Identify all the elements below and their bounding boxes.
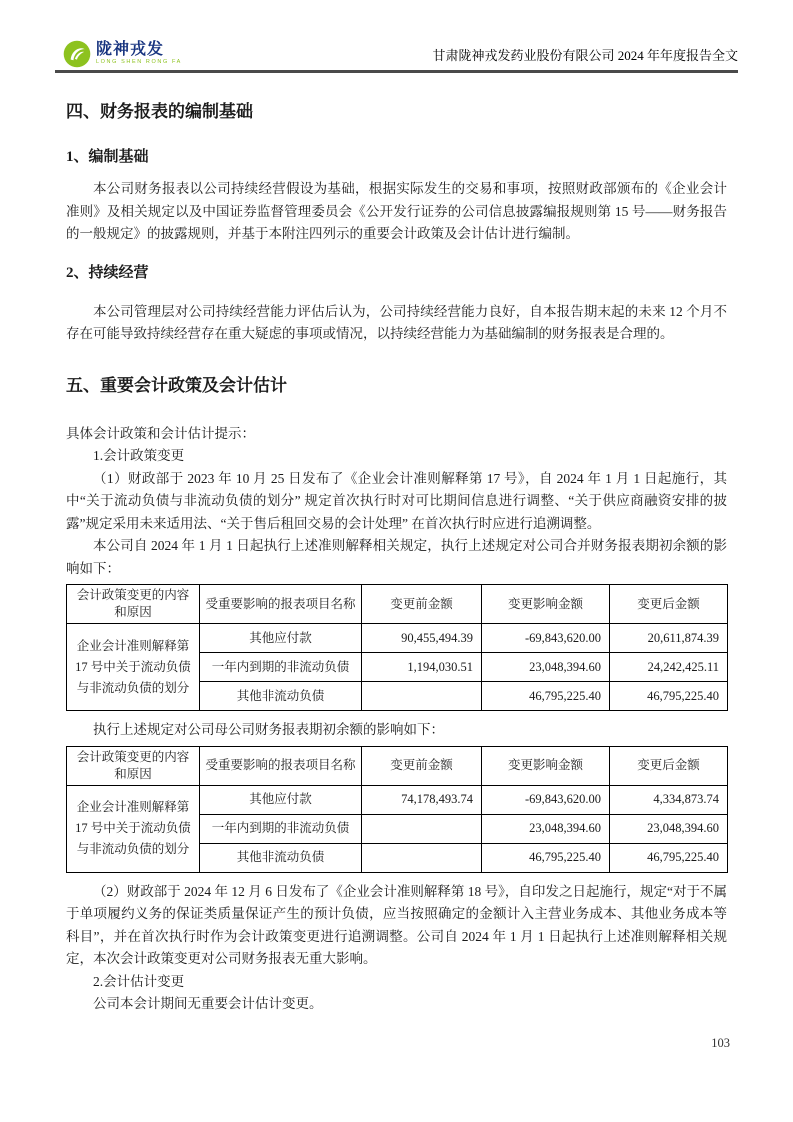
subsection-going-concern-heading: 2、持续经营 bbox=[66, 264, 149, 281]
after-amount-cell: 46,795,225.40 bbox=[610, 843, 728, 872]
section-5-heading: 五、重要会计政策及会计估计 bbox=[66, 375, 287, 395]
before-amount-cell bbox=[362, 682, 482, 711]
company-logo bbox=[63, 40, 182, 70]
policy-change-paragraph-3: （2）财政部于 2024 年 12 月 6 日发布了《企业会计准则解释第 18 号》，自印发之日起施行，规定“对于不属于单项履约义务的保证类质量保证产生的预计负债，应当按照确定的金额计入主营业务成本、其他业务成本等科目”，并在首次执行时作为会计政策变更进行追溯调整。公司自 2024 年 1 月 1 日起执行上述准则解释相关规定，本次会计政策变更对公司财务报表无重大影响。 bbox=[66, 883, 727, 966]
logo-company-name: 陇神戎发 bbox=[96, 41, 165, 59]
column-header-before: 变更前金额 bbox=[362, 746, 482, 785]
item-cell: 其他非流动负债 bbox=[200, 682, 362, 711]
item-cell: 一年内到期的非流动负债 bbox=[200, 814, 362, 843]
before-amount-cell: 74,178,493.74 bbox=[362, 785, 482, 814]
before-amount-cell bbox=[362, 843, 482, 872]
logo-text bbox=[96, 42, 182, 66]
logo-company-name-en: LONG SHEN RONG FA bbox=[96, 59, 182, 66]
going-concern-paragraph: 本公司管理层对公司持续经营能力评估后认为，公司持续经营能力良好，自本报告期末起的未来 12 个月不存在可能导致持续经营存在重大疑虑的事项或情况，以持续经营能力为基础编制的财务报表是合理的。 bbox=[66, 303, 727, 341]
column-header-item: 受重要影响的报表项目名称 bbox=[200, 585, 362, 624]
table-header-row bbox=[67, 585, 728, 624]
column-header-reason: 会计政策变更的内容和原因 bbox=[67, 585, 200, 624]
after-amount-cell: 24,242,425.11 bbox=[610, 653, 728, 682]
estimate-change-heading: 2.会计估计变更 bbox=[93, 973, 185, 989]
table-row bbox=[67, 785, 728, 814]
policy-change-paragraph-1: （1）财政部于 2023 年 10 月 25 日发布了《企业会计准则解释第 17 号》，自 2024 年 1 月 1 日起施行，其中“关于流动负债与非流动负债的划分” 规定首次执行时对可比期间信息进行调整、“关于供应商融资安排的披露”规定采用未来适用法、“关于售后租回交易的会计处理” 在首次执行时应进行追溯调整。 bbox=[66, 470, 727, 531]
before-amount-cell bbox=[362, 814, 482, 843]
impact-amount-cell: 23,048,394.60 bbox=[482, 814, 610, 843]
policy-change-paragraph-2: 本公司自 2024 年 1 月 1 日起执行上述准则解释相关规定，执行上述规定对公司合并财务报表期初余额的影响如下： bbox=[66, 538, 727, 576]
estimate-change-paragraph: 公司本会计期间无重要会计估计变更。 bbox=[93, 996, 323, 1011]
after-amount-cell: 23,048,394.60 bbox=[610, 814, 728, 843]
item-cell: 其他应付款 bbox=[200, 624, 362, 653]
column-header-item: 受重要影响的报表项目名称 bbox=[200, 746, 362, 785]
page-header bbox=[55, 0, 738, 73]
column-header-before: 变更前金额 bbox=[362, 585, 482, 624]
parent-company-impact-table bbox=[66, 746, 728, 873]
company-logo-icon bbox=[63, 40, 91, 68]
before-amount-cell: 90,455,494.39 bbox=[362, 624, 482, 653]
policy-change-heading: 1.会计政策变更 bbox=[93, 448, 185, 463]
after-amount-cell: 46,795,225.40 bbox=[610, 682, 728, 711]
column-header-after: 变更后金额 bbox=[610, 746, 728, 785]
table-header-row bbox=[67, 746, 728, 785]
subsection-basis-heading: 1、编制基础 bbox=[66, 149, 149, 165]
document-body bbox=[0, 100, 793, 1016]
basis-paragraph: 本公司财务报表以公司持续经营假设为基础，根据实际发生的交易和事项，按照财政部颁布的《企业会计准则》及相关规定以及中国证券监督管理委员会《公开发行证券的公司信息披露编报规则第 15 号——财务报告的一般规定》的披露规则，并基于本附注四列示的重要会计政策及会计估计进行编制。 bbox=[66, 181, 727, 241]
impact-amount-cell: 23,048,394.60 bbox=[482, 653, 610, 682]
column-header-reason: 会计政策变更的内容和原因 bbox=[67, 746, 200, 785]
section-4-heading: 四、财务报表的编制基础 bbox=[66, 102, 253, 121]
consolidated-impact-table bbox=[66, 584, 728, 711]
impact-amount-cell: -69,843,620.00 bbox=[482, 785, 610, 814]
reason-cell: 企业会计准则解释第 17 号中关于流动负债与非流动负债的划分 bbox=[67, 785, 200, 872]
column-header-after: 变更后金额 bbox=[610, 585, 728, 624]
policy-intro-line: 具体会计政策和会计估计提示： bbox=[66, 425, 255, 441]
page-number: 103 bbox=[711, 1036, 730, 1050]
impact-amount-cell: 46,795,225.40 bbox=[482, 682, 610, 711]
item-cell: 其他非流动负债 bbox=[200, 843, 362, 872]
table-row bbox=[67, 624, 728, 653]
before-amount-cell: 1,194,030.51 bbox=[362, 653, 482, 682]
parent-table-intro: 执行上述规定对公司母公司财务报表期初余额的影响如下： bbox=[93, 722, 444, 737]
after-amount-cell: 20,611,874.39 bbox=[610, 624, 728, 653]
after-amount-cell: 4,334,873.74 bbox=[610, 785, 728, 814]
impact-amount-cell: 46,795,225.40 bbox=[482, 843, 610, 872]
impact-amount-cell: -69,843,620.00 bbox=[482, 624, 610, 653]
item-cell: 一年内到期的非流动负债 bbox=[200, 653, 362, 682]
column-header-impact: 变更影响金额 bbox=[482, 585, 610, 624]
report-header-title: 甘肃陇神戎发药业股份有限公司 2024 年年度报告全文 bbox=[432, 48, 738, 63]
reason-cell: 企业会计准则解释第 17 号中关于流动负债与非流动负债的划分 bbox=[67, 624, 200, 711]
column-header-impact: 变更影响金额 bbox=[482, 746, 610, 785]
item-cell: 其他应付款 bbox=[200, 785, 362, 814]
